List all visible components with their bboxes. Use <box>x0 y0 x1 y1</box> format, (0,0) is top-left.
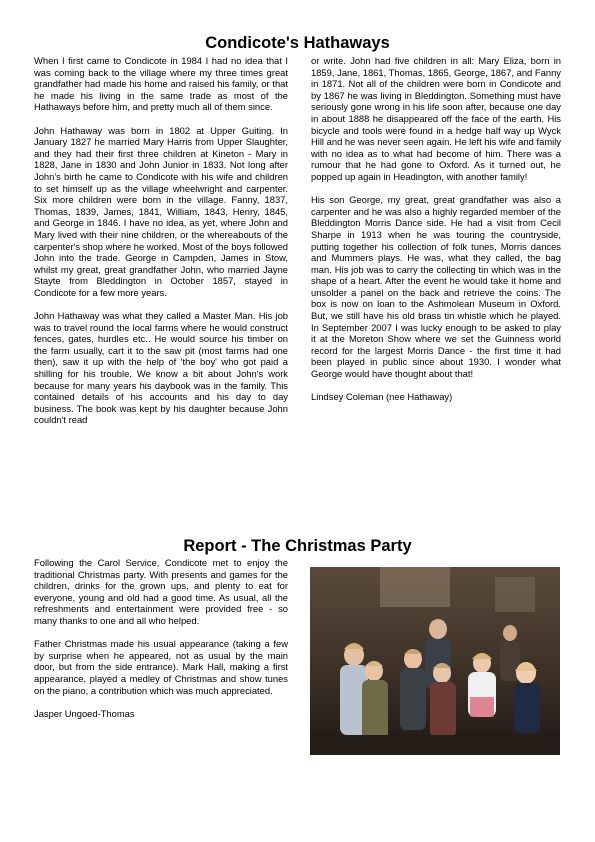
author-signature: Jasper Ungoed-Thomas <box>34 707 135 719</box>
paragraph: His son George, my great, great grandfather was also a carpenter and he was also a highly regarded member of the Bleddington Morris Dance side. He had a visit from Cecil Sharpe in 1913 when he was touring the countryside, putting together his collection of folk tunes, Morris dances and Mummers plays. He was, what they called, the bag man. His job was to carry the collecting tin which was in the shape of a heart. After the event he would take it home and unsolder a panel on the back and retrieve the coins. The box is now on loan to the Ashmolean Museum in Oxford. But, we still have his old brass tin whistle which he played. In September 2007 I was lucky enough to be asked to play it at the Moreton Show where we set the Guinness world record for the largest Morris Dance - the first time it had been played in public since about 1930. I wonder what George would have thought about that! <box>311 194 561 380</box>
paragraph: John Hathaway was what they called a Master Man. His job was to travel round the local farms where he would construct fences, gates, hurdles etc.. He would source his timber on the farm usually, cart it to the saw pit (most farms had one then), saw it up with the help of 'the boy' who got paid a shilling for his trouble. We know a bit about John's work because for many years his daybook was in the family. This contained details of his accounts and his day to day business. The book was kept by his daughter because John couldn't read <box>34 310 288 426</box>
article-column-left <box>34 55 288 438</box>
paragraph: or write. John had five children in all: Mary Eliza, born in 1859, Jane, 1861, Thomas, 1865, George, 1867, and Fanny in 1871. Not all of the children were born in Condicote and by 1867 he was living in Bleddington. Something must have seriously gone wrong in his life soon after, because one day in about 1888 he disappeared off the face of the earth. His bicycle and tools were found in a hedge half way up Wyck Hill and he was never seen again. He left his wife and family with no idea as to what had become of him. There was a rumour that he had gone to Oxford. As it turned out, he popped up again in Headington, with another family! <box>311 55 561 182</box>
report-title: Report - The Christmas Party <box>183 537 412 555</box>
report-column <box>34 557 288 731</box>
paragraph: Following the Carol Service, Condicote met to enjoy the traditional Christmas party. With presents and games for the children, drinks for the grown ups, and plenty to eat for everyone, young and old had a good time. As usual, all the refreshments and entertainment were provided free - so many thanks to one and all who helped. <box>34 557 288 626</box>
paragraph: John Hathaway was born in 1802 at Upper Guiting. In January 1827 he married Mary Harris from Upper Slaughter, and they had their first three children at Kineton - Mary in 1828, Jane in 1830 and John Junior in 1833. Not long after John's birth he came to Condicote with his wife and children to set himself up as the village wheelwright and carpenter. Six more children were born in the village. Fanny, 1837, Thomas, 1839, James, 1841, William, 1843, Henry, 1845, and George in 1846. I have no idea, as yet, where John and Mary lived with their nine children, or the whereabouts of the carpenter's shop where he worked. Most of the boys followed John into the trade. George in Campden, James in Stow, whilst my great, great grandfather John, who married Jayne Stayte from Bleddington in October 1857, stayed in Condicote for a few more years. <box>34 124 289 298</box>
author-signature: Lindsey Coleman (nee Hathaway) <box>311 391 453 403</box>
christmas-party-photo <box>310 567 560 755</box>
paragraph: When I first came to Condicote in 1984 I had no idea that I was coming back to the village where my three times great grandfather had made his home and raised his family, or that he made his living in the same trade as most of the Hathaways before him, and pretty much all of them since. <box>34 55 288 113</box>
article-column-right <box>311 55 561 414</box>
paragraph: Father Christmas made his usual appearance (taking a few by surprise when he appeared, not as usual by the main door, but from the side entrance). Mark Hall, making a first appearance, played a medley of Christmas and show tunes on the piano, a contribution which was much appreciated. <box>34 638 288 696</box>
article-title: Condicote's Hathaways <box>205 34 390 52</box>
